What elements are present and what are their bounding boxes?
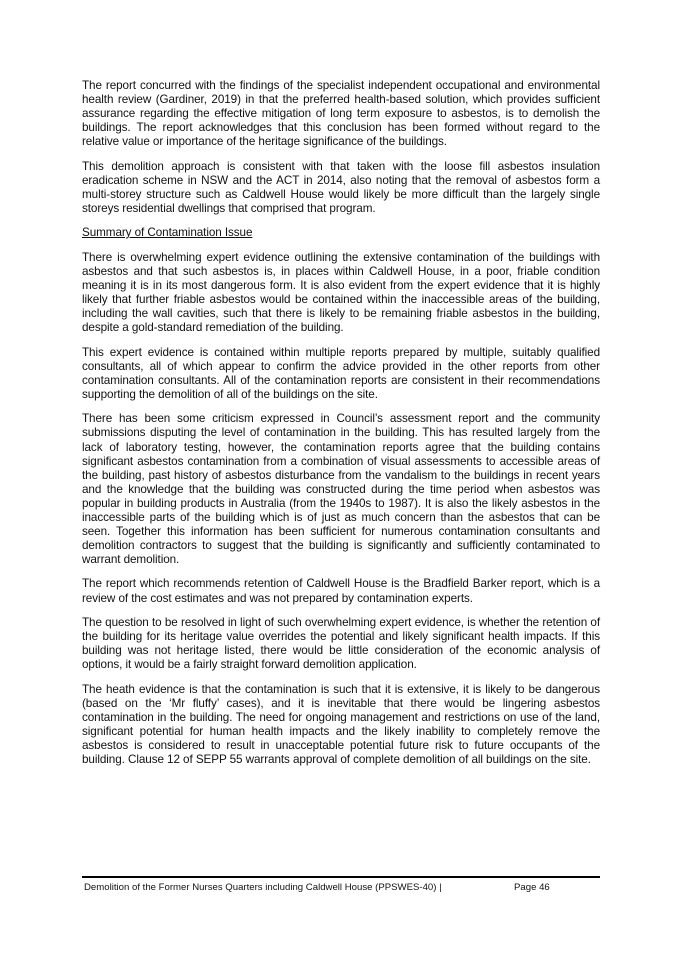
footer-page-number: Page 46 — [514, 882, 550, 893]
paragraph-demolition-approach: This demolition approach is consistent with that taken with the loose fill asbestos insulation eradication scheme in NSW and the ACT in 2014, also noting that the removal of asbestos form a multi-storey structure such as Caldwell House would likely be more difficult than the largely single storeys residential dwellings that comprised that program. — [82, 159, 600, 215]
paragraph-bradfield-barker: The report which recommends retention of Caldwell House is the Bradfield Barker report, which is a review of the cost estimates and was not prepared by contamination experts. — [82, 577, 600, 605]
paragraph-heath-evidence: The heath evidence is that the contamination is such that it is extensive, it is likely to be dangerous (based on the ‘Mr fluffy’ cases), and it is inevitable that there would be lingering asbestos contamination in the building. The need for ongoing management and restrictions on use of the land, significant potential for human health impacts and the likely inability to completely remove the asbestos is considered to result in unacceptable potential future risk to future occupants of the building. Clause 12 of SEPP 55 warrants approval of complete demolition of all buildings on the site. — [82, 682, 600, 766]
section-heading: Summary of Contamination Issue — [82, 226, 253, 240]
footer-divider — [82, 876, 600, 878]
footer-document-title: Demolition of the Former Nurses Quarters including Caldwell House (PPSWES-40) | — [84, 882, 442, 893]
document-body — [82, 79, 600, 778]
paragraph-criticism: There has been some criticism expressed in Council’s assessment report and the community submissions disputing the level of contamination in the building. This has resulted largely from the lack of laboratory testing, however, the contamination reports agree that the building contains significant asbestos contamination from a combination of visual assessments to accessible areas of the building, past history of asbestos disturbance from the vandalism to the buildings in recent years and the knowledge that the building was constructed during the time period when asbestos was popular in building products in Australia (from the 1940s to 1987). It is also the likely asbestos in the inaccessible parts of the building which is of just as much concern than the asbestos that can be seen. Together this information has been sufficient for numerous contamination consultants and demolition contractors to suggest that the building is significantly and sufficiently contaminated to warrant demolition. — [82, 412, 600, 566]
paragraph-report-concurred: The report concurred with the findings of the specialist independent occupational and environmental health review (Gardiner, 2019) in that the preferred health-based solution, which provides sufficient assurance regarding the effective mitigation of long term exposure to asbestos, is to demolish the buildings. The report acknowledges that this conclusion has been formed without regard to the relative value or importance of the heritage significance of the buildings. — [82, 79, 600, 149]
paragraph-overwhelming-evidence: There is overwhelming expert evidence outlining the extensive contamination of the buildings with asbestos and that such asbestos is, in places within Caldwell House, in a poor, friable condition meaning it is in its most dangerous form. It is also evident from the expert evidence that it is highly likely that further friable asbestos would be contained within the inaccessible areas of the building, including the wall cavities, such that there is likely to be remaining friable asbestos in the building, despite a gold-standard remediation of the building. — [82, 250, 600, 335]
paragraph-multiple-reports: This expert evidence is contained within multiple reports prepared by multiple, suitably qualified consultants, all of which appear to confirm the advice provided in the other reports from other contamination consultants. All of the contamination reports are consistent in their recommendations supporting the demolition of all of the buildings on the site. — [82, 345, 600, 401]
paragraph-question-resolved: The question to be resolved in light of such overwhelming expert evidence, is whether the retention of the building for its heritage value overrides the potential and likely significant health impacts. If this building was not heritage listed, there would be little consideration of the economic analysis of options, it would be a fairly straight forward demolition application. — [82, 616, 600, 672]
